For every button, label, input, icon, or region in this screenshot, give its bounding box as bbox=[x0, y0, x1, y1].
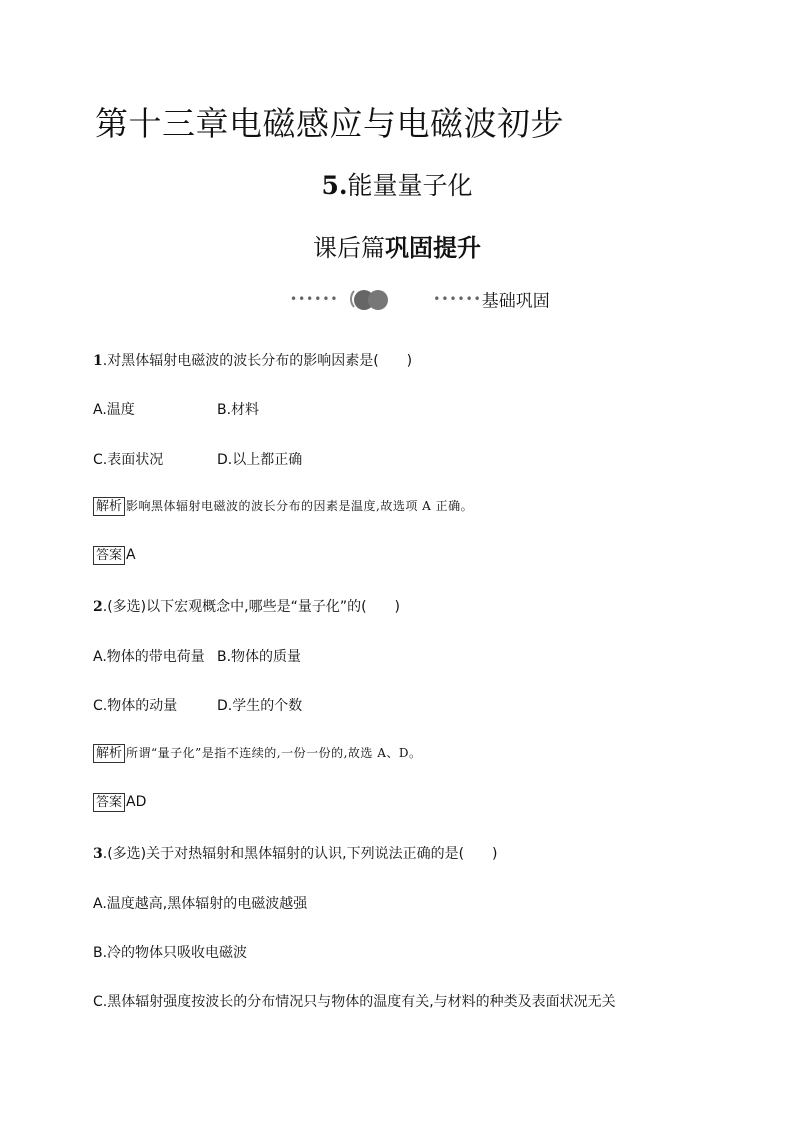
question-1-analysis: 解析 影响黑体辐射电磁波的波长分布的因素是温度,故选项 A 正确。 bbox=[93, 497, 473, 516]
double-circle-icon bbox=[350, 286, 394, 312]
option-c: C.物体的动量 bbox=[93, 698, 178, 714]
question-1-answer: 答案 A bbox=[93, 546, 136, 565]
subtitle bbox=[0, 228, 794, 263]
option-c: C.表面状况 bbox=[93, 452, 164, 468]
option-d: D.学生的个数 bbox=[217, 698, 303, 714]
question-1-options-row-1 bbox=[93, 399, 393, 419]
option-b: B.物体的质量 bbox=[217, 649, 302, 665]
section-label: 基础巩固 bbox=[481, 291, 550, 312]
question-3-option-c: C.黑体辐射强度按波长的分布情况只与物体的温度有关,与材料的种类及表面状况无关 bbox=[93, 994, 616, 1010]
question-3-option-a: A.温度越高,黑体辐射的电磁波越强 bbox=[93, 896, 308, 912]
chapter-title: 第十三章电磁感应与电磁波初步 bbox=[95, 104, 564, 143]
option-a: A.物体的带电荷量 bbox=[93, 649, 205, 665]
lesson-number: 5. bbox=[321, 171, 348, 200]
option-b: B.材料 bbox=[217, 402, 260, 418]
subtitle-bold: 巩固提升 bbox=[385, 234, 481, 262]
option-d: D.以上都正确 bbox=[217, 452, 303, 468]
analysis-tag: 解析 bbox=[93, 744, 125, 763]
section-header bbox=[290, 286, 550, 316]
question-1-options-row-2 bbox=[93, 449, 393, 469]
question-2-options-row-2 bbox=[93, 695, 393, 715]
question-3-option-b: B.冷的物体只吸收电磁波 bbox=[93, 945, 248, 961]
question-3-stem: 3.(多选)关于对热辐射和黑体辐射的认识,下列说法正确的是( ) bbox=[93, 846, 498, 862]
answer-tag: 答案 bbox=[93, 793, 125, 812]
answer-tag: 答案 bbox=[93, 546, 125, 565]
subtitle-normal: 课后篇 bbox=[313, 234, 385, 262]
lesson-title bbox=[0, 166, 794, 202]
lesson-name: 能量量子化 bbox=[347, 171, 473, 200]
question-2-options-row-1 bbox=[93, 646, 393, 666]
section-dots-right: •••••• bbox=[433, 292, 482, 306]
question-2-analysis: 解析 所谓“量子化”是指不连续的,一份一份的,故选 A、D。 bbox=[93, 744, 422, 763]
option-a: A.温度 bbox=[93, 402, 135, 418]
question-2-stem: 2.(多选)以下宏观概念中,哪些是“量子化”的( ) bbox=[93, 599, 401, 615]
question-2-answer: 答案 AD bbox=[93, 793, 146, 812]
section-dots-left: •••••• bbox=[290, 292, 339, 306]
question-1-stem: 1.对黑体辐射电磁波的波长分布的影响因素是( ) bbox=[93, 353, 413, 369]
analysis-tag: 解析 bbox=[93, 497, 125, 516]
